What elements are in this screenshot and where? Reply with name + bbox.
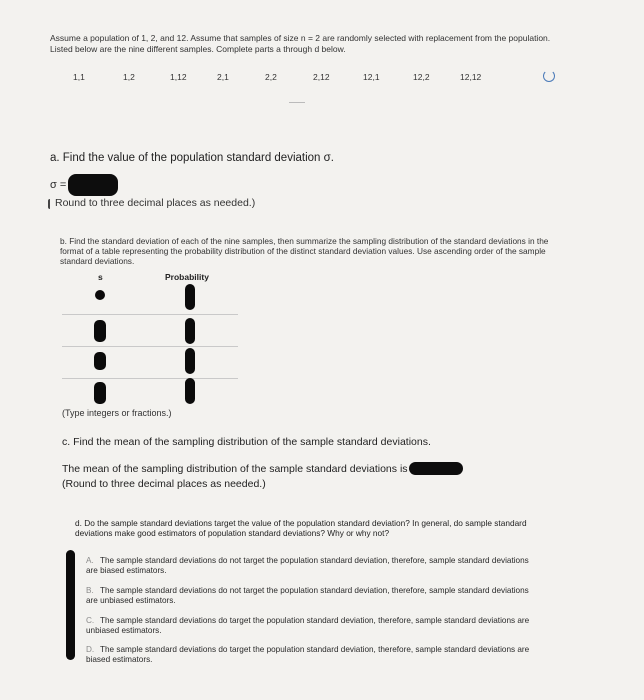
part-c-round-note: (Round to three decimal places as needed.) <box>62 478 266 490</box>
sigma-answer-row <box>50 174 118 196</box>
sigma-label: σ = <box>50 179 67 191</box>
option-a[interactable] <box>86 556 536 576</box>
option-letter: B. <box>86 586 94 595</box>
cursor-icon <box>48 199 58 209</box>
option-b[interactable] <box>86 586 536 606</box>
option-letter: A. <box>86 556 94 565</box>
sigma-answer-input[interactable] <box>68 174 118 196</box>
table-row-divider <box>62 346 238 347</box>
option-text: The sample standard deviations do target the population standard deviation, therefore, sample standard deviations are biased estimators. <box>86 645 530 664</box>
mean-answer-input[interactable] <box>409 462 463 475</box>
table-cell-prob-1[interactable] <box>185 284 195 310</box>
problem-intro: Assume a population of 1, 2, and 12. Assume that samples of size n = 2 are randomly selected with replacement from the population. Listed below are the nine different samples. Complete parts a through d below. <box>50 33 551 54</box>
part-b-question: b. Find the standard deviation of each of the nine samples, then summarize the sampling distribution of the standard deviations in the format of a table representing the probability distribution of the distinct standard deviation values. Use ascending order of the sample standard deviations. <box>60 236 549 266</box>
table-cell-s-2[interactable] <box>94 320 106 342</box>
answer-selection-marker <box>66 550 75 660</box>
table-row-divider <box>62 314 238 315</box>
option-text: The sample standard deviations do not target the population standard deviation, therefore, sample standard deviations are biased estimators. <box>86 556 529 575</box>
refresh-icon[interactable] <box>543 70 555 82</box>
part-a-round-note: Round to three decimal places as needed.) <box>55 197 256 209</box>
mean-label: The mean of the sampling distribution of the sample standard deviations is <box>62 462 408 475</box>
table-cell-prob-2[interactable] <box>185 318 195 344</box>
part-a-question: a. Find the value of the population standard deviation σ. <box>50 152 334 164</box>
table-header-probability: Probability <box>165 272 209 282</box>
sample-item: 2,1 <box>217 72 229 82</box>
table-cell-s-1[interactable] <box>95 290 105 300</box>
option-c[interactable] <box>86 616 536 636</box>
sample-item: 1,2 <box>123 72 135 82</box>
mean-answer-row <box>62 462 463 475</box>
table-cell-s-3[interactable] <box>94 352 106 370</box>
option-letter: C. <box>86 616 95 625</box>
sample-item: 1,12 <box>170 72 187 82</box>
table-row-divider <box>62 378 238 379</box>
samples-list <box>55 72 575 86</box>
divider <box>289 102 305 103</box>
table-cell-s-4[interactable] <box>94 382 106 404</box>
option-text: The sample standard deviations do target the population standard deviation, therefore, sample standard deviations are unbiased estimators. <box>86 616 530 635</box>
option-d[interactable] <box>86 645 536 665</box>
option-letter: D. <box>86 645 95 654</box>
option-text: The sample standard deviations do not target the population standard deviation, therefore, sample standard deviations are unbiased estimators. <box>86 586 529 605</box>
part-b-type-note: (Type integers or fractions.) <box>62 408 172 418</box>
sample-item: 2,2 <box>265 72 277 82</box>
sample-item: 1,1 <box>73 72 85 82</box>
sample-item: 12,12 <box>460 72 482 82</box>
sample-item: 12,1 <box>363 72 380 82</box>
sample-item: 12,2 <box>413 72 430 82</box>
table-header-s: s <box>98 272 103 282</box>
table-cell-prob-4[interactable] <box>185 378 195 404</box>
sample-item: 2,12 <box>313 72 330 82</box>
table-cell-prob-3[interactable] <box>185 348 195 374</box>
part-d-question: d. Do the sample standard deviations target the value of the population standard deviation? In general, do sample standard deviations make good estimators of population standard deviations? Why or why not? <box>75 518 527 538</box>
part-c-question: c. Find the mean of the sampling distribution of the sample standard deviations. <box>62 436 431 448</box>
